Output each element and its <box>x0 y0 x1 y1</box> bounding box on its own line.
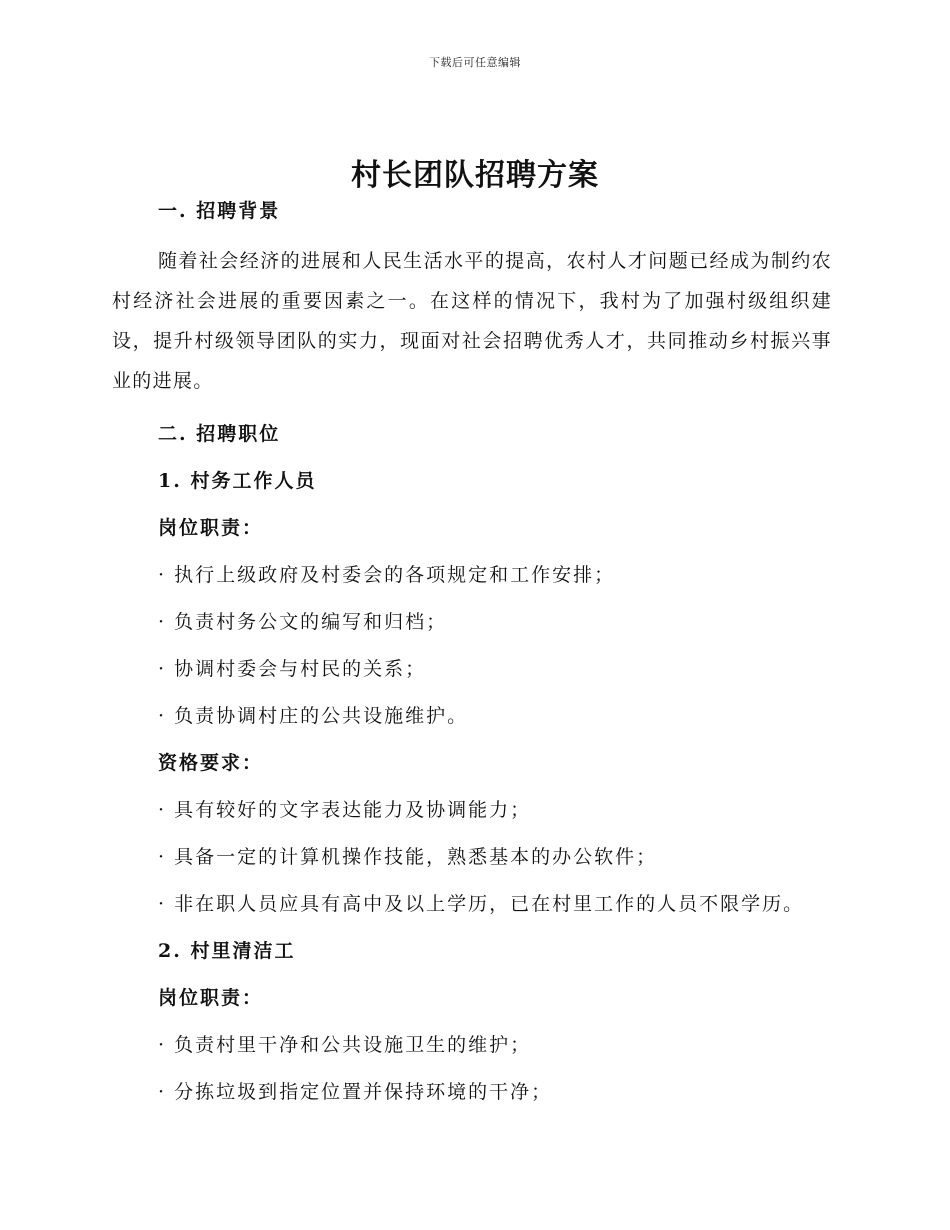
list-item: · 协调村委会与村民的关系； <box>158 658 427 680</box>
list-item: · 非在职人员应具有高中及以上学历，已在村里工作的人员不限学历。 <box>158 893 805 915</box>
list-item: · 负责协调村庄的公共设施维护。 <box>158 705 469 727</box>
section-heading-background: 一. 招聘背景 <box>158 200 281 222</box>
list-item: · 执行上级政府及村委会的各项规定和工作安排； <box>158 564 616 586</box>
list-item: · 具有较好的文字表达能力及协调能力； <box>158 799 532 821</box>
position-1-duties-heading: 岗位职责： <box>158 517 264 539</box>
document-body <box>112 196 832 1124</box>
list-item: · 负责村务公文的编写和归档； <box>158 611 448 633</box>
position-1-requirements-heading: 资格要求： <box>158 752 264 774</box>
list-item: · 负责村里干净和公共设施卫生的维护； <box>158 1034 532 1056</box>
position-2-duties-heading: 岗位职责： <box>158 987 264 1009</box>
document-title: 村长团队招聘方案 <box>351 158 599 193</box>
position-2-title: 2. 村里清洁工 <box>158 940 296 962</box>
header-note: 下载后可任意编辑 <box>429 56 521 69</box>
position-1-title: 1. 村务工作人员 <box>158 470 317 492</box>
list-item: · 分拣垃圾到指定位置并保持环境的干净； <box>158 1081 553 1103</box>
list-item: · 具备一定的计算机操作技能，熟悉基本的办公软件； <box>158 846 658 868</box>
background-paragraph: 随着社会经济的进展和人民生活水平的提高，农村人才问题已经成为制约农村经济社会进展的重要因素之一。在这样的情况下，我村为了加强村级组织建设，提升村级领导团队的实力，现面对社会招聘优秀人才，共同推动乡村振兴事业的进展。 <box>112 250 832 392</box>
section-heading-positions: 二. 招聘职位 <box>158 423 281 445</box>
